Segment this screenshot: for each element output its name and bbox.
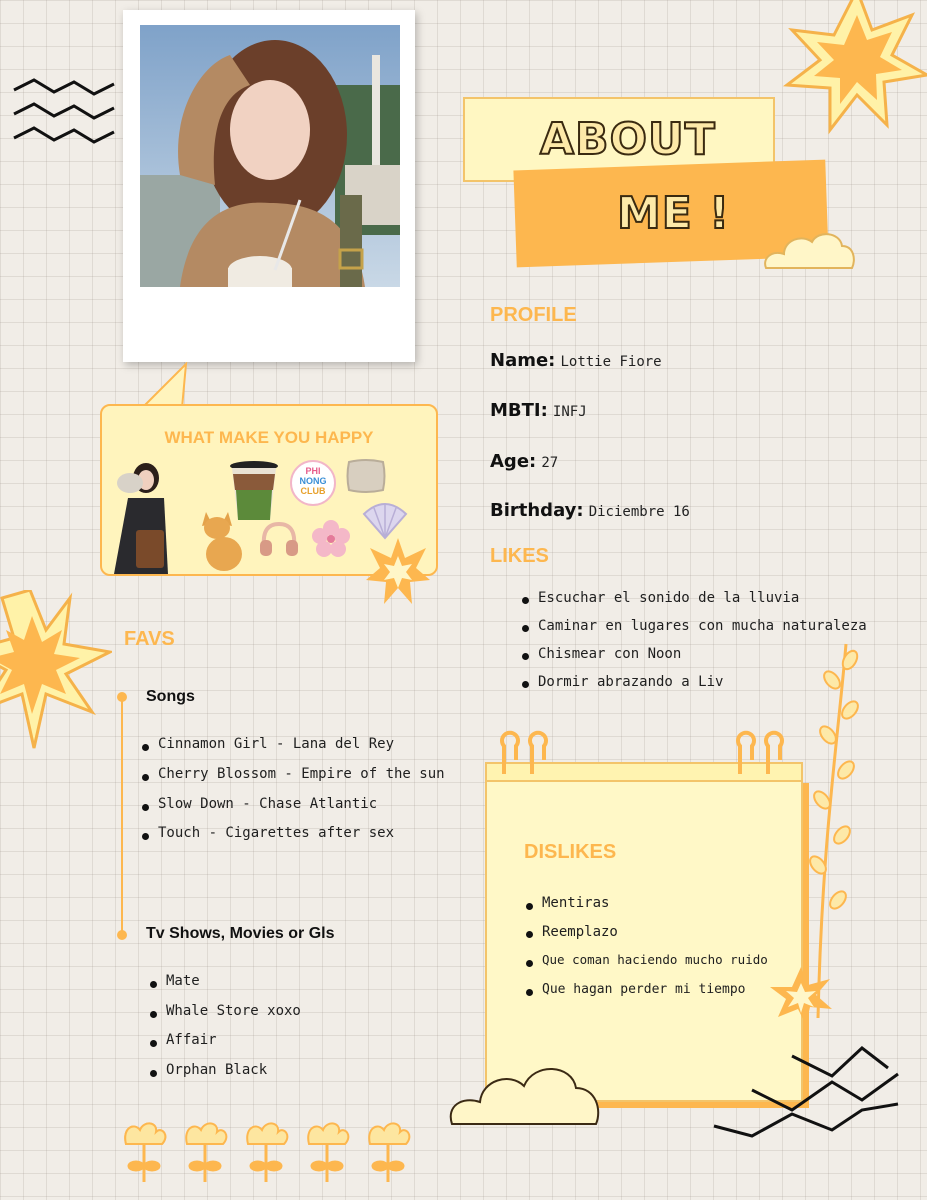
list-item: Chismear con Noon bbox=[522, 643, 867, 671]
dislikes-list bbox=[526, 892, 768, 1007]
cloud-icon bbox=[762, 228, 856, 270]
profile-heading: PROFILE bbox=[490, 304, 577, 326]
list-item: Mentiras bbox=[526, 892, 768, 921]
songs-heading: Songs bbox=[146, 688, 195, 705]
pillow-image bbox=[346, 458, 386, 494]
timeline-line bbox=[121, 694, 123, 934]
list-item: Que coman haciendo mucho ruido bbox=[526, 949, 768, 979]
list-item: Touch - Cigarettes after sex bbox=[142, 822, 445, 851]
profile-mbti-value: INFJ bbox=[552, 404, 587, 420]
title-about: ABOUT bbox=[540, 114, 716, 165]
seashell-image bbox=[362, 500, 408, 540]
badge-line-3: CLUB bbox=[300, 486, 326, 496]
list-item: Mate bbox=[150, 970, 301, 1000]
flower-image bbox=[312, 520, 350, 558]
profile-name-value: Lottie Fiore bbox=[560, 354, 662, 370]
notepad-rings-right bbox=[730, 730, 790, 776]
cloud-icon-bottom bbox=[448, 1058, 602, 1126]
list-item: Cherry Blossom - Empire of the sun bbox=[142, 763, 445, 793]
small-star-icon bbox=[364, 536, 432, 606]
vine-decoration bbox=[800, 640, 860, 1020]
star-icon bbox=[772, 0, 927, 135]
speech-bubble-tail bbox=[138, 362, 193, 410]
flowers-decoration bbox=[118, 1118, 418, 1184]
songs-list bbox=[142, 733, 445, 851]
favs-heading: FAVS bbox=[124, 628, 175, 650]
timeline-dot bbox=[117, 930, 127, 940]
happy-heading: WHAT MAKE YOU HAPPY bbox=[164, 428, 374, 447]
profile-age-row bbox=[490, 451, 558, 472]
profile-name-label: Name: bbox=[490, 350, 556, 371]
profile-age-label: Age: bbox=[490, 451, 537, 472]
list-item: Dormir abrazando a Liv bbox=[522, 671, 867, 699]
profile-birthday-label: Birthday: bbox=[490, 500, 584, 521]
list-item: Que hagan perder mi tiempo bbox=[526, 979, 768, 1007]
list-item: Escuchar el sonido de la lluvia bbox=[522, 587, 867, 615]
badge-line-1: PHI bbox=[305, 466, 321, 476]
list-item: Affair bbox=[150, 1029, 301, 1059]
person-with-cat-image bbox=[108, 458, 173, 574]
profile-photo bbox=[140, 25, 400, 287]
headphones-image bbox=[258, 522, 300, 558]
list-item: Reemplazo bbox=[526, 921, 768, 949]
star-icon-left bbox=[0, 590, 112, 750]
likes-heading: LIKES bbox=[490, 545, 549, 567]
timeline-dot bbox=[117, 692, 127, 702]
notepad-star-icon bbox=[768, 965, 834, 1027]
shows-list bbox=[150, 970, 301, 1088]
polaroid-frame bbox=[123, 10, 415, 362]
list-item: Cinnamon Girl - Lana del Rey bbox=[142, 733, 445, 763]
list-item: Caminar en lugares con mucha naturaleza bbox=[522, 615, 867, 643]
list-item: Whale Store xoxo bbox=[150, 1000, 301, 1029]
zigzag-decoration-bottom bbox=[712, 1030, 902, 1138]
badge-line-2: NONG bbox=[299, 476, 327, 486]
profile-name-row bbox=[490, 350, 662, 371]
list-item: Slow Down - Chase Atlantic bbox=[142, 793, 445, 822]
phi-nong-club-badge bbox=[290, 460, 336, 506]
zigzag-decoration-top bbox=[12, 78, 122, 163]
profile-birthday-row bbox=[490, 500, 690, 521]
profile-mbti-row bbox=[490, 400, 587, 421]
dislikes-heading: DISLIKES bbox=[524, 841, 617, 863]
profile-birthday-value: Diciembre 16 bbox=[588, 504, 690, 520]
notepad-rings-left bbox=[494, 730, 554, 776]
shows-heading: Tv Shows, Movies or Gls bbox=[146, 925, 335, 942]
profile-mbti-label: MBTI: bbox=[490, 400, 548, 421]
profile-age-value: 27 bbox=[541, 455, 559, 471]
list-item: Orphan Black bbox=[150, 1059, 301, 1088]
cat-image bbox=[198, 508, 244, 572]
title-me: ME ! bbox=[617, 188, 731, 239]
